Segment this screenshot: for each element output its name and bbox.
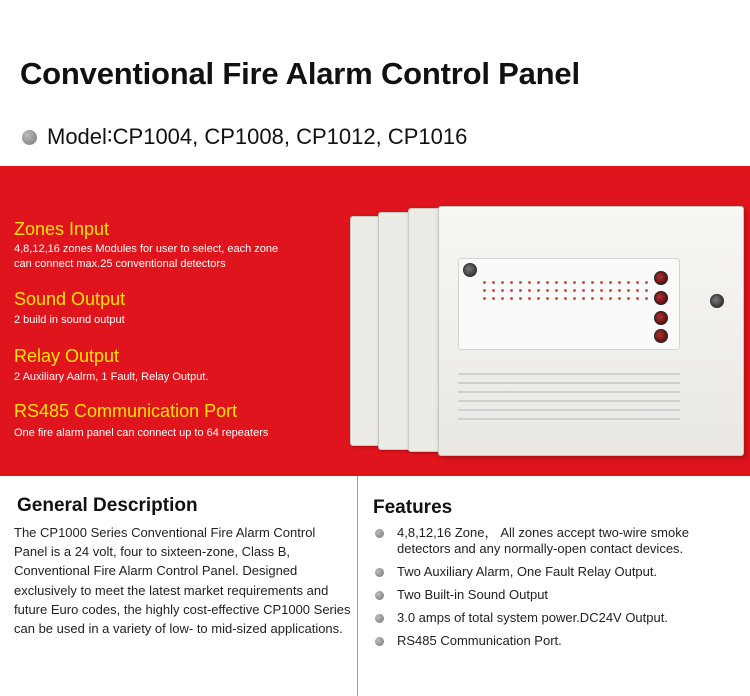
feature-zones-input — [14, 219, 278, 272]
grey-bullet-icon — [375, 529, 384, 538]
list-item — [372, 633, 744, 649]
grey-bullet-icon — [375, 614, 384, 623]
feature-desc-line: One fire alarm panel can connect up to 64 repeaters — [14, 427, 269, 439]
grey-bullet-icon — [375, 568, 384, 577]
feature-item-text: 3.0 amps of total system power.DC24V Output. — [397, 610, 668, 625]
feature-title: RS485 Communication Port — [14, 401, 238, 421]
list-item — [372, 587, 744, 603]
instruction-label — [458, 366, 680, 428]
panel-display-face — [458, 258, 680, 350]
list-item — [372, 564, 744, 580]
grey-bullet-icon — [375, 591, 384, 600]
zone-leds — [483, 289, 648, 292]
feature-sound-output — [14, 289, 125, 328]
panel-button-icon — [654, 329, 668, 343]
feature-desc-line: can connect max.25 conventional detectors — [14, 258, 226, 270]
feature-item-text: 4,8,12,16 Zone， All zones accept two-wire smoke detectors and any normally-open contact devices. — [397, 525, 689, 556]
page-title: Conventional Fire Alarm Control Panel — [20, 56, 580, 91]
key-switch-icon — [463, 263, 477, 277]
grey-bullet-icon — [375, 637, 384, 646]
control-panel-image — [348, 200, 748, 462]
panel-button-icon — [654, 271, 668, 285]
general-description-heading: General Description — [17, 495, 198, 516]
feature-title: Zones Input — [14, 219, 110, 239]
feature-item-text: Two Built-in Sound Output — [397, 587, 549, 602]
door-lock-icon — [710, 294, 724, 308]
feature-desc-line: 2 Auxiliary Aalrm, 1 Fault, Relay Output. — [14, 371, 209, 383]
zone-leds — [483, 297, 648, 300]
feature-desc-line: 2 build in sound output — [14, 314, 125, 326]
feature-item-text: RS485 Communication Port. — [397, 633, 562, 648]
feature-rs485 — [14, 401, 268, 441]
feature-desc-line: 4,8,12,16 zones Modules for user to select, each zone — [14, 243, 279, 255]
panel-button-icon — [654, 311, 668, 325]
feature-title: Relay Output — [14, 346, 120, 366]
column-divider — [357, 476, 358, 696]
model-text: Model∶CP1004, CP1008, CP1012, CP1016 — [47, 124, 468, 149]
features-heading: Features — [373, 497, 453, 518]
zone-leds — [483, 281, 648, 284]
list-item — [372, 525, 744, 557]
grey-bullet-icon — [22, 130, 37, 145]
feature-relay-output — [14, 346, 208, 385]
features-list — [372, 525, 744, 656]
list-item — [372, 610, 744, 626]
model-line — [22, 124, 467, 150]
feature-item-text: Two Auxiliary Alarm, One Fault Relay Output. — [397, 564, 658, 579]
feature-title: Sound Output — [14, 289, 126, 309]
panel-button-icon — [654, 291, 668, 305]
general-description-text: The CP1000 Series Conventional Fire Alarm Control Panel is a 24 volt, four to sixteen-zone, Class B, Conventional Fire Alarm Control Panel. Designed exclusively to meet the latest market requirements and future Euro codes, the highly cost-effective CP1000 Series can be used in a variety of low- to mid-sized applications. — [14, 525, 351, 637]
